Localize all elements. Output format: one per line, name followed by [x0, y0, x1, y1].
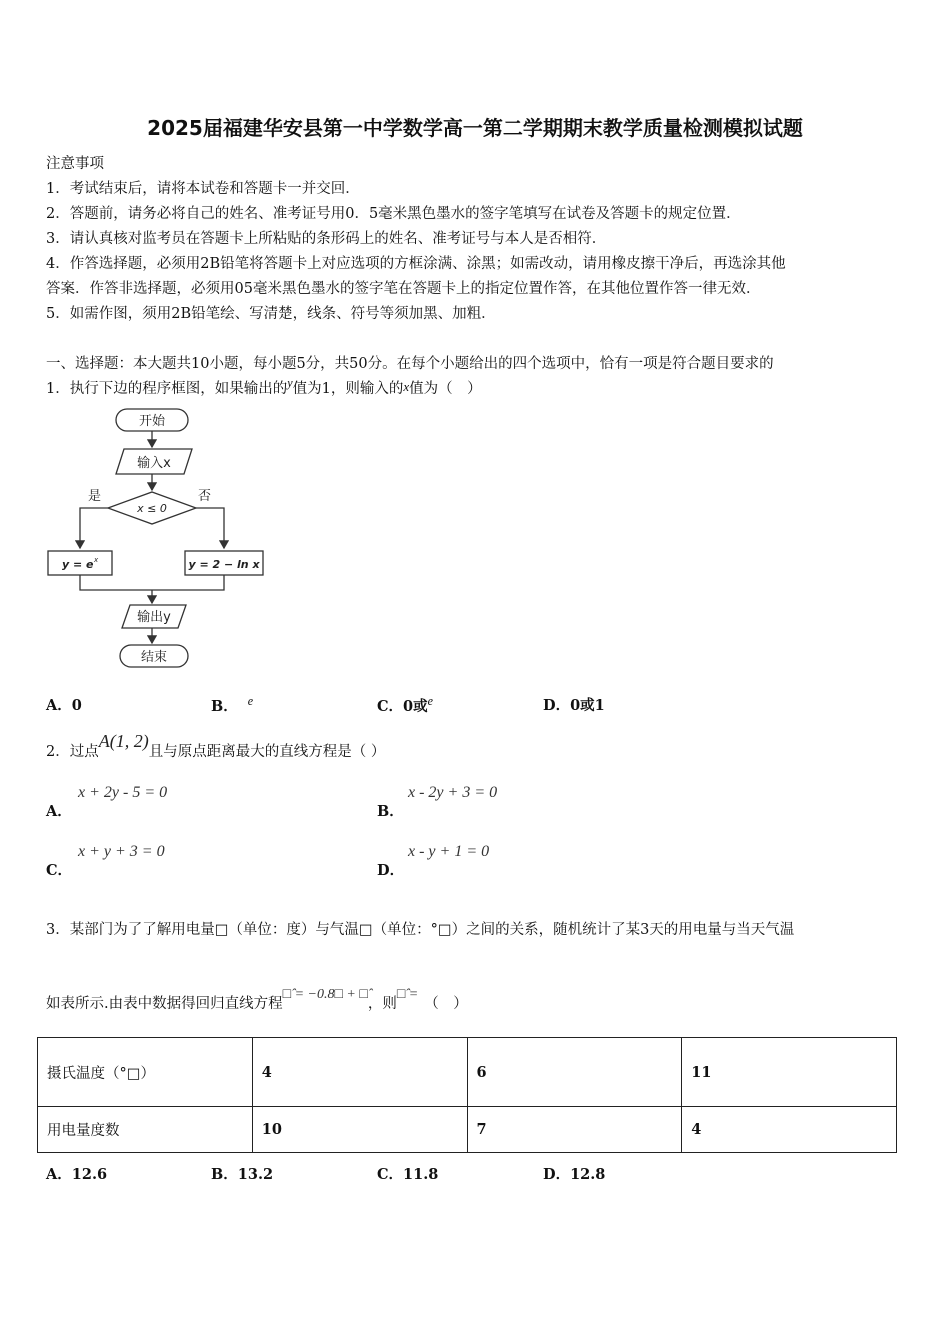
- q2-option-c-math: x + y + 3 = 0: [78, 843, 165, 860]
- q2-option-b-letter[interactable]: B．: [377, 803, 404, 820]
- q3-text-part2: ，则: [367, 996, 397, 1012]
- q3-option-a[interactable]: [46, 1163, 107, 1184]
- notice-item-1: 1．考试结束后，请将本试卷和答题卡一并交回．: [46, 181, 360, 197]
- flow-yes-label: 是: [88, 489, 102, 504]
- notice-item-5: 5．如需作图，须用2B铅笔绘、写清楚，线条、符号等须加黑、加粗．: [46, 306, 496, 322]
- flow-no-label: 否: [198, 489, 212, 504]
- q1-option-d-letter: D．: [543, 697, 571, 714]
- q1-option-c[interactable]: [377, 694, 433, 716]
- q1-option-d[interactable]: [543, 694, 605, 715]
- q1-text-part3: 值为（ ）: [409, 380, 482, 397]
- q1-option-a-letter: A．: [46, 697, 72, 714]
- q3-option-c-letter: C．: [377, 1166, 404, 1183]
- q3-option-c-text: 11.8: [403, 1166, 439, 1183]
- flow-end-label: 结束: [140, 650, 168, 665]
- q2-option-b-math: x - 2y + 3 = 0: [408, 784, 498, 801]
- q3-option-b[interactable]: [211, 1163, 273, 1184]
- q2-text-part1: 2．过点: [46, 744, 99, 760]
- section-heading: 一、选择题：本大题共10小题，每小题5分，共50分。在每个小题给出的四个选项中，恰有一项是符合题目要求的: [46, 356, 774, 372]
- q3-option-d[interactable]: [543, 1163, 605, 1184]
- flow-right-label: y = 2 − ln x: [188, 558, 260, 571]
- table-cell: 11: [682, 1038, 897, 1107]
- q1-option-a-text: 0: [71, 697, 82, 714]
- q3-option-d-letter: D．: [543, 1166, 571, 1183]
- flow-left-sup: x: [94, 556, 99, 564]
- q1-var-x: x: [403, 378, 410, 394]
- q1-option-c-letter: C．: [377, 697, 404, 715]
- q2-option-c-letter[interactable]: C．: [46, 862, 73, 879]
- q3-data-table: [37, 1037, 897, 1153]
- table-cell: 10: [252, 1107, 467, 1153]
- flow-start-label: 开始: [138, 414, 166, 429]
- q1-var-y: y: [287, 376, 293, 390]
- q1-text-part1: 1．执行下边的程序框图，如果输出的: [46, 380, 288, 397]
- table-cell: 7: [467, 1107, 682, 1153]
- q1-option-c-math: e: [427, 694, 434, 708]
- q1-option-d-text: 0或1: [570, 697, 605, 714]
- flowchart: [40, 404, 280, 676]
- table-row: [38, 1107, 897, 1153]
- q2-text-part2: 且与原点距离最大的直线方程是（ ）: [148, 744, 386, 760]
- q1-option-a[interactable]: [46, 694, 82, 715]
- notice-item-2: 2．答题前，请务必将自己的姓名、准考证号用0．5毫米黑色墨水的签字笔填写在试卷及答题卡的规定位置．: [46, 206, 741, 222]
- q1-option-b-math: e: [247, 694, 254, 708]
- q3-option-d-text: 12.8: [570, 1166, 606, 1183]
- notice-item-4: 4．作答选择题，必须用2B铅笔将答题卡上对应选项的方框涂满、涂黑；如需改动，请用橡皮擦干净后，再选涂其他: [46, 256, 786, 272]
- q2-point: A(1, 2): [98, 731, 149, 751]
- table-cell: 6: [467, 1038, 682, 1107]
- q1-option-c-text: 0或: [403, 697, 428, 715]
- q1-option-b-letter: B．: [211, 697, 238, 715]
- notice-item-3: 3．请认真核对监考员在答题卡上所粘贴的条形码上的姓名、准考证号与本人是否相符．: [46, 231, 607, 247]
- question-3-stem-line1: 3．某部门为了了解用电量□（单位：度）与气温□（单位：°□）之间的关系，随机统计了某3天的用电量与当天气温: [46, 922, 795, 938]
- q3-option-a-letter: A．: [46, 1166, 72, 1183]
- flow-input-label: 输入x: [137, 456, 171, 471]
- table-cell: 4: [682, 1107, 897, 1153]
- notice-item-4-cont: 答案．作答非选择题，必须用05毫米黑色墨水的签字笔在答题卡上的指定位置作答，在其他位置作答一律无效．: [46, 281, 761, 297]
- table-row-label: 摄氏温度（°□）: [38, 1038, 253, 1107]
- q3-option-a-text: 12.6: [71, 1166, 108, 1183]
- flow-output-label: 输出y: [137, 610, 171, 625]
- q2-option-d-letter[interactable]: D．: [377, 862, 405, 879]
- q2-option-a-math: x + 2y - 5 = 0: [78, 784, 168, 801]
- flow-left-label: y = e: [62, 558, 94, 571]
- q3-regression-formula: □̂ = −0.8□ + □̂: [282, 987, 368, 1002]
- flow-cond-label: x ≤ 0: [137, 502, 167, 515]
- q1-text-part2: 值为1，则输入的: [292, 380, 404, 397]
- q2-option-a-letter[interactable]: A．: [46, 803, 72, 820]
- notice-heading: 注意事项: [46, 156, 104, 172]
- table-row: [38, 1038, 897, 1107]
- question-1-stem: [46, 376, 482, 398]
- page-title: 2025届福建华安县第一中学数学高一第二学期期末教学质量检测模拟试题: [147, 116, 803, 140]
- q2-option-d-math: x - y + 1 = 0: [408, 843, 490, 860]
- question-3-stem-line2: [46, 987, 468, 1013]
- q3-text-part3: （ ）: [424, 996, 468, 1012]
- q3-text-part1: 如表所示.由表中数据得回归直线方程: [46, 996, 283, 1012]
- q3-option-c[interactable]: [377, 1163, 438, 1184]
- q3-option-b-letter: B．: [211, 1166, 238, 1183]
- question-2-stem: [46, 731, 386, 761]
- table-cell: 4: [252, 1038, 467, 1107]
- q1-option-b[interactable]: [211, 694, 253, 716]
- table-row-label: 用电量度数: [38, 1107, 253, 1153]
- q3-option-b-text: 13.2: [237, 1166, 274, 1183]
- q3-answer-symbol: □̂ =: [396, 987, 419, 1002]
